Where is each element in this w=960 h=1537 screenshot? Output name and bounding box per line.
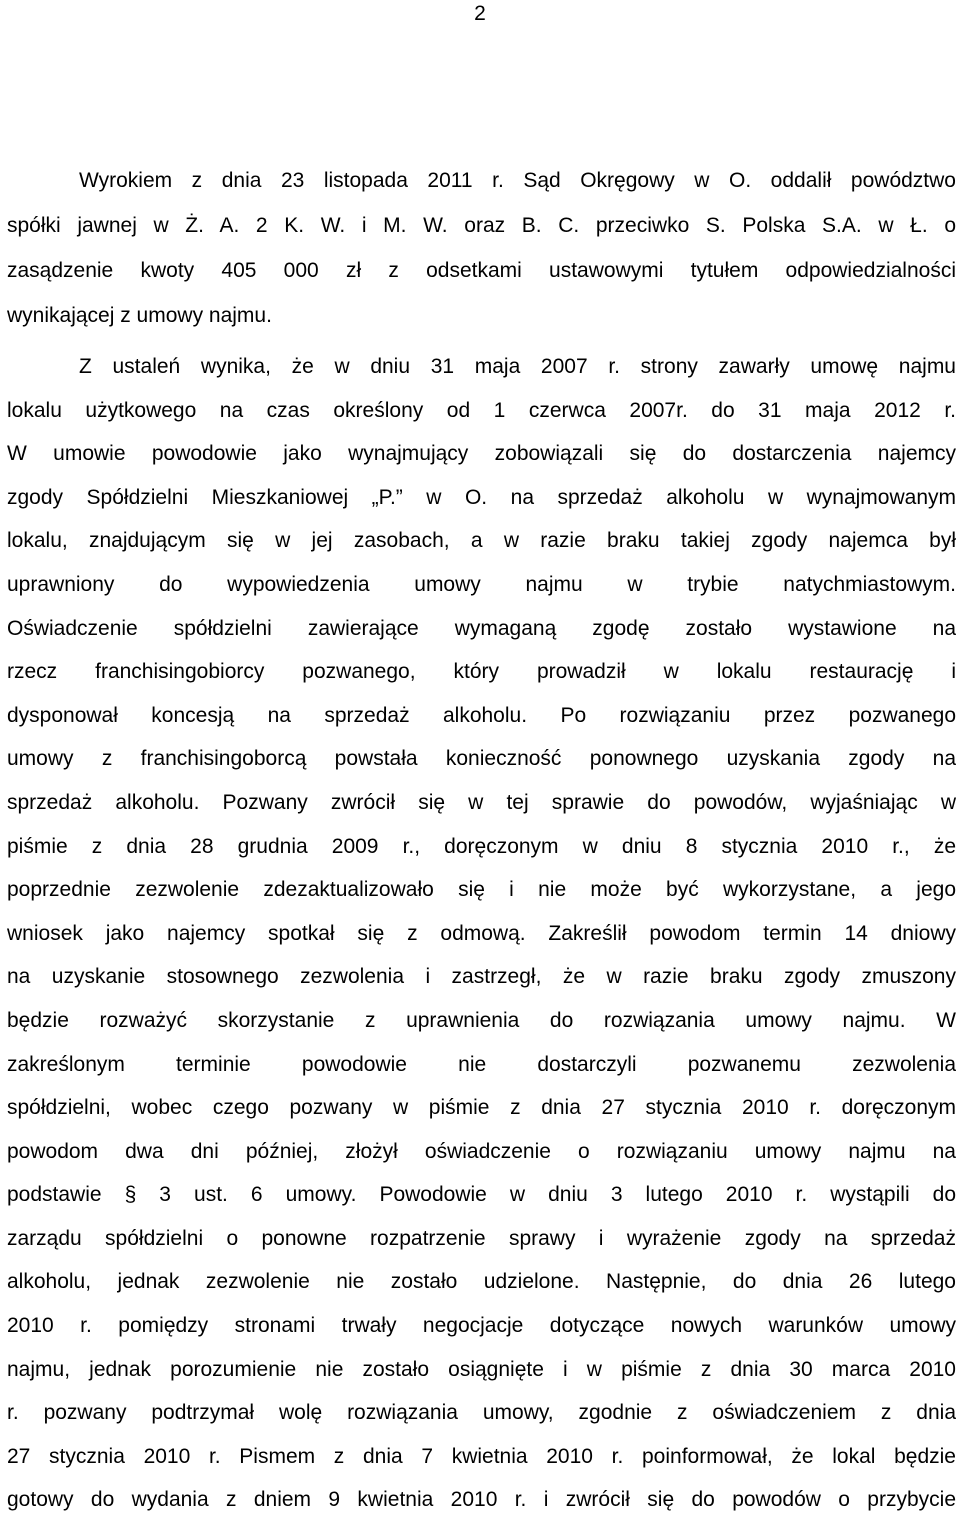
text-line: dysponował koncesją na sprzedaż alkoholu. Po rozwiązaniu przez pozwanego bbox=[7, 703, 956, 727]
text-line: gotowy do wydania z dniem 9 kwietnia 2010 r. i zwrócił się do powodów o przybycie bbox=[7, 1488, 956, 1512]
text-line: 27 stycznia 2010 r. Pismem z dnia 7 kwietnia 2010 r. poinformował, że lokal będzie bbox=[7, 1444, 956, 1468]
text-line: r. pozwany podtrzymał wolę rozwiązania umowy, zgodnie z oświadczeniem z dnia bbox=[7, 1401, 956, 1425]
text-line: lokalu, znajdującym się w jej zasobach, a w razie braku takiej zgody najemca był bbox=[7, 529, 956, 553]
text-line: uprawniony do wypowiedzenia umowy najmu w trybie natychmiastowym. bbox=[7, 572, 956, 596]
text-line: alkoholu, jednak zezwolenie nie zostało udzielone. Następnie, do dnia 26 lutego bbox=[7, 1270, 956, 1294]
text-line: zgody Spółdzielni Mieszkaniowej „P.” w O. na sprzedaż alkoholu w wynajmowanym bbox=[7, 485, 956, 509]
paragraph-2 bbox=[7, 345, 956, 1522]
page-number: 2 bbox=[474, 2, 486, 25]
text-line: 2010 r. pomiędzy stronami trwały negocjacje dotyczące nowych warunków umowy bbox=[7, 1314, 956, 1338]
text-line: poprzednie zezwolenie zdezaktualizowało się i nie może być wykorzystane, a jego bbox=[7, 878, 956, 902]
text-line: zakreślonym terminie powodowie nie dostarczyli pozwanemu zezwolenia bbox=[7, 1052, 956, 1076]
text-line: W umowie powodowie jako wynajmujący zobowiązali się do dostarczenia najemcy bbox=[7, 442, 956, 466]
text-line: powodom dwa dni później, złożył oświadczenie o rozwiązaniu umowy najmu na bbox=[7, 1139, 956, 1163]
paragraph-1 bbox=[7, 158, 956, 338]
text-line: rzecz franchisingobiorcy pozwanego, który prowadził w lokalu restaurację i bbox=[7, 660, 956, 684]
text-line: piśmie z dnia 28 grudnia 2009 r., doręczonym w dniu 8 stycznia 2010 r., że bbox=[7, 834, 956, 858]
text-line: Wyrokiem z dnia 23 listopada 2011 r. Sąd Okręgowy w O. oddalił powództwo bbox=[79, 169, 956, 192]
text-line: sprzedaż alkoholu. Pozwany zwrócił się w tej sprawie do powodów, wyjaśniając w bbox=[7, 790, 956, 814]
text-line: Oświadczenie spółdzielni zawierające wymaganą zgodę zostało wystawione na bbox=[7, 616, 956, 640]
text-line: wniosek jako najemcy spotkał się z odmową. Zakreślił powodom termin 14 dniowy bbox=[7, 921, 956, 945]
text-line: Z ustaleń wynika, że w dniu 31 maja 2007 r. strony zawarły umowę najmu bbox=[79, 355, 956, 378]
text-line: wynikającej z umowy najmu. bbox=[7, 304, 272, 327]
text-line: najmu, jednak porozumienie nie zostało osiągnięte i w piśmie z dnia 30 marca 2010 bbox=[7, 1357, 956, 1381]
text-line: będzie rozważyć skorzystanie z uprawnienia do rozwiązania umowy najmu. W bbox=[7, 1008, 956, 1032]
text-line: umowy z franchisingoborcą powstała konieczność ponownego uzyskania zgody na bbox=[7, 747, 956, 771]
text-line: zarządu spółdzielni o ponowne rozpatrzenie sprawy i wyrażenie zgody na sprzedaż bbox=[7, 1226, 956, 1250]
text-line: podstawie § 3 ust. 6 umowy. Powodowie w dniu 3 lutego 2010 r. wystąpili do bbox=[7, 1183, 956, 1207]
text-line: spółdzielni, wobec czego pozwany w piśmie z dnia 27 stycznia 2010 r. doręczonym bbox=[7, 1096, 956, 1120]
text-line: na uzyskanie stosownego zezwolenia i zastrzegł, że w razie braku zgody zmuszony bbox=[7, 965, 956, 989]
text-line: spółki jawnej w Ż. A. 2 K. W. i M. W. oraz B. C. przeciwko S. Polska S.A. w Ł. o bbox=[7, 214, 956, 237]
text-line: lokalu użytkowego na czas określony od 1 czerwca 2007r. do 31 maja 2012 r. bbox=[7, 398, 956, 422]
text-line: zasądzenie kwoty 405 000 zł z odsetkami ustawowymi tytułem odpowiedzialności bbox=[7, 259, 956, 282]
